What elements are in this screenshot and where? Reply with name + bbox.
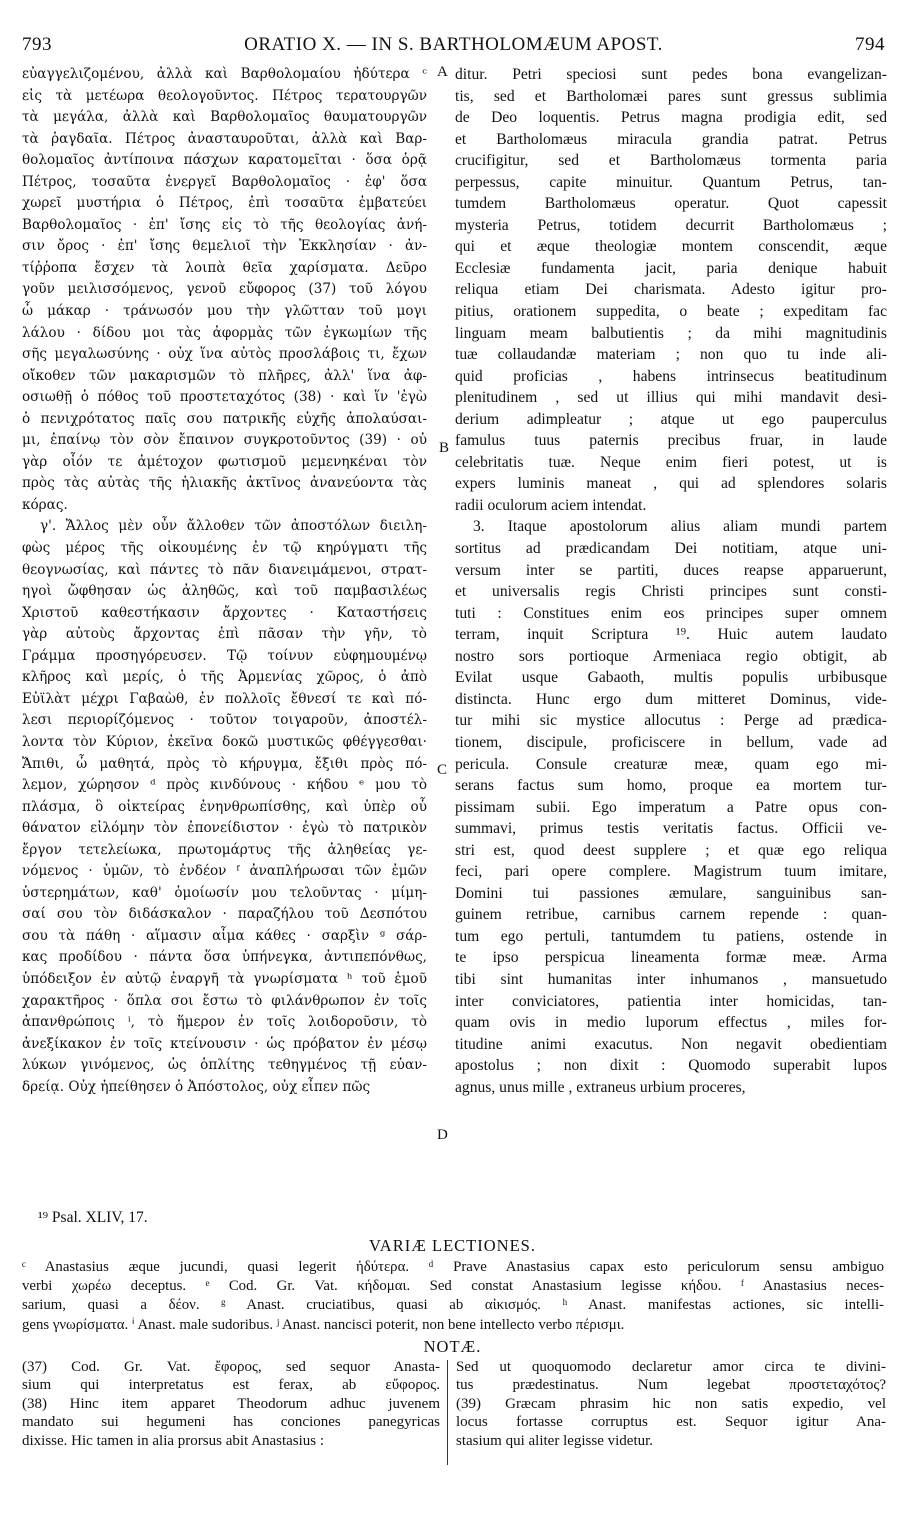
- text-line: sortitus ad prædicandam Dei notitiam, atque uni-: [455, 540, 887, 558]
- text-line: ἔργον τετελείωκα, πρωτομάρτυς τῆς ἀληθείας γε-: [22, 841, 427, 858]
- text-line: Sed ut quoquomodo declaretur amor circa te divini-: [456, 1359, 886, 1375]
- text-line: χωρεῖ μυστήρια ὁ Πέτρος, ἐπὶ τοσαῦτα ἐμβατεύει: [22, 195, 427, 212]
- text-line: Χριστοῦ καθεστήκασιν ἄρχοντες · Καταστήσεις: [22, 604, 427, 621]
- text-line: νόμενος · ὑμῶν, τὸ ἐνδέον ᶠ ἀναπλήρωσαι τῶν ἐμῶν: [22, 863, 427, 880]
- text-line: famulus tuus paternis precibus fruar, in laude: [455, 432, 887, 450]
- text-line: tur mihi sic mystice allocutus : Perge ad prædica-: [455, 712, 887, 730]
- text-line: de Deo loquentis. Petrus magna prodigia edit, sed: [455, 109, 887, 127]
- text-line: tis, sed et Bartholomæi pares sunt gressus sublimia: [455, 87, 887, 105]
- text-line: derium adimpleatur ; atque ut ego pauperculus: [455, 410, 887, 428]
- text-line: πλάσμα, ὃ οἰκτείρας ἐνηνθρωπίσθης, καὶ ὑπὲρ οὗ: [22, 798, 427, 815]
- text-line: λεμον, χώρησον ᵈ πρὸς κινδύνους · κήδου ᵉ μου τὸ: [22, 777, 427, 794]
- text-line: σῆς μεγαλωσύνης · οὐχ ἵνα αὐτὸς προσλάβοις τι, ἔχων: [22, 346, 427, 363]
- text-line: quam ovis in medio luporum effectus , miles for-: [455, 1014, 887, 1032]
- text-line: Domini tui passiones æmulare, sanguinibus san-: [455, 884, 887, 902]
- text-line: θολομαῖος ἀντίποινα πάσχων καρατομεῖται · ὅσα ὁρᾷ: [22, 152, 427, 169]
- text-line: tibi sint humanitas inter inhumanos , mansuetudo: [455, 970, 887, 988]
- text-line: plenitudinem , sed ut illius qui mihi mandavit desi-: [455, 389, 887, 407]
- text-line: feci, pari opere complere. Magistrum tuum imitare,: [455, 863, 887, 881]
- text-line: χαρακτῆρος · ὅπλα σοι ἔστω τὸ φιλάνθρωπον ἐν τοῖς: [22, 992, 427, 1009]
- text-line: expers luminis maneat , qui ad splendores solaris: [455, 475, 887, 493]
- text-line: verbi χωρέω deceptus. ᵉ Cod. Gr. Vat. κήδομαι. Sed constat Anastasium legisse κήδου. ᶠ Anastasius neces-: [22, 1278, 884, 1295]
- text-line: reliqua etiam Dei charismata. Adesto igitur pro-: [455, 281, 887, 299]
- text-line: serans factus sum homo, proque ea mortem tur-: [455, 777, 887, 795]
- text-line: Γράμμα προσηγόρευσεν. Τῷ τοίνυν εὐφημουμένῳ: [22, 647, 427, 664]
- text-line: tuti : Constitues enim eos principes super omnem: [455, 604, 887, 622]
- text-line: ὁ πενιχρότατος παῖς σου πατρικῆς εὐχῆς ἀπολαύσαι-: [22, 410, 427, 427]
- text-line: (38) Hinc item apparet Theodorum adhuc juvenem: [22, 1395, 440, 1412]
- text-line: inter conviciatores, patientia inter homicidas, tan-: [455, 992, 887, 1010]
- text-line: distincta. Hunc ergo dum mitteret Dominus, vide-: [455, 690, 887, 708]
- text-line: stasium qui aliter legisse videtur.: [456, 1432, 654, 1449]
- notae-title: NOTÆ.: [423, 1337, 482, 1356]
- text-line: Evilat usque Gabaoth, multis populis urbibusque: [455, 669, 887, 687]
- text-line: terram, inquit Scriptura ¹⁹. Huic autem laudato: [455, 626, 887, 644]
- text-line: summavi, primus testis veritatis factus. Officii ve-: [455, 820, 887, 838]
- text-line: titudine animi exacutus. Non negavit obedientiam: [455, 1035, 887, 1053]
- text-line: γ'. Ἄλλος μὲν οὖν ἄλλοθεν τῶν ἀποστόλων διειλη-: [40, 518, 427, 535]
- text-line: Εὐϊλὰτ μέχρι Γαβαὼθ, ἐν πολλοῖς ἔθνεσί τε καὶ πό-: [22, 690, 427, 707]
- text-line: apostolus ; non dixit : Quomodo superabit lupos: [455, 1057, 887, 1075]
- text-line: gens γνωρίσματα. ⁱ Anast. male sudoribus. ʲ Anast. nancisci poterit, non bene intellecto verbo πέρισμι.: [22, 1316, 625, 1333]
- text-line: τίῤῥοπα ἔσχεν τὰ λοιπὰ θεῖα χαρίσματα. Δεῦρο: [22, 259, 427, 276]
- text-line: σου τὰ πάθη · αἵμασιν αἷμα κάθες · σαρξὶν ᵍ σάρ-: [22, 927, 427, 944]
- text-line: Ecclesiæ fundamenta jacit, paria denique habuit: [455, 259, 887, 277]
- text-line: perpessus, capite minuitur. Quantum Petrus, tan-: [455, 173, 887, 191]
- notae-right-column: [456, 1358, 886, 1450]
- text-line: σαί σου τὸν διδάσκαλον · παραζήλου τοῦ Δεσπότου: [22, 906, 427, 923]
- text-line: sarium, quasi a δέον. ᵍ Anast. cruciatibus, quasi ab αἰκισμός. ʰ Anast. manifestas actiones, sic intelli-: [22, 1297, 884, 1314]
- text-line: Ἄπιθι, ὦ μαθητά, πρὸς τὸ κήρυγμα, ἔξιθι πρὸς πό-: [22, 755, 427, 772]
- text-line: οσιωθῇ ὁ πόθος τοῦ προστεταχότος (38) · καὶ ἵν 'ἐγὼ: [22, 389, 427, 406]
- text-line: κλῆρος καὶ μερίς, ὁ τῆς Ἀρμενίας χῶρος, ὁ ἀπὸ: [22, 669, 427, 686]
- text-line: κας προδίδου · πάντα ὅσα ὑπήνεγκα, ἀντιπεπόνθως,: [22, 949, 427, 966]
- text-line: ὑστερημάτων, καθ' ὁμοίωσίν μου τελοῦντας · μίμη-: [22, 884, 427, 901]
- text-line: pericula. Consule creaturæ meæ, quam ego mi-: [455, 755, 887, 773]
- text-line: quid proficias , habens intrinsecus beatitudinum: [455, 367, 887, 385]
- text-line: γὰρ οἷόν τε ἀμέτοχον φωτισμοῦ μεμενηκέναι τὸν: [22, 453, 427, 470]
- text-line: et Bartholomæus miracula grandia patrat. Petrus: [455, 130, 887, 148]
- text-line: δρείᾳ. Οὐχ ἠπείθησεν ὁ Ἀπόστολος, οὐχ εἶπεν πῶς: [22, 1078, 371, 1095]
- text-line: radii oculorum aciem intendat.: [455, 496, 647, 514]
- text-line: ὑπόδειξον ἐν αὐτῷ ἐναργῆ τὰ γνωρίσματα ʰ τοῦ ἐμοῦ: [22, 970, 427, 987]
- variae-lectiones: [22, 1258, 884, 1335]
- text-line: guinem retribue, carnibus carnem repende : quan-: [455, 906, 887, 924]
- text-line: qui et æque theologiæ montem conscendit, æque: [455, 238, 887, 256]
- text-line: dixisse. Hic tamen in alia prorsus abit Anastasius :: [22, 1432, 325, 1449]
- text-line: pissimam subii. Ego imperatum a Patre opus con-: [455, 798, 887, 816]
- margin-letter-c: C: [437, 762, 448, 778]
- greek-column: [22, 64, 427, 1098]
- text-line: κόρας.: [22, 496, 68, 513]
- text-line: linguam meam balbutientis ; da mihi magnitudinis: [455, 324, 887, 342]
- text-line: γοῦν μειλισσόμενος, γενοῦ εὔφορος (37) τοῦ λόγου: [22, 281, 427, 298]
- text-line: εἰς τὰ μετέωρα θεολογοῦντος. Πέτρος τερατουργῶν: [22, 87, 427, 104]
- text-line: σιν ὄρος · ἐπ' ἴσης θεμελιοῖ τὴν Ἐκκλησίαν · ἀν-: [22, 238, 427, 255]
- variae-title: VARIÆ LECTIONES.: [369, 1236, 536, 1255]
- text-line: λύκων γινόμενος, ὡς ὁπλίτης τεθηγμένος τῇ εὐαν-: [22, 1057, 427, 1074]
- margin-letter-a: A: [437, 64, 448, 80]
- text-line: μι, ἐπαίνῳ τὸν σὸν ἔπαινον συγκροτοῦντος (39) · οὐ: [22, 432, 427, 449]
- text-line: (39) Græcam phrasim hic non satis expedio, vel: [456, 1395, 886, 1412]
- text-line: pitius, orationem suppedita, o beate ; expeditam fac: [455, 303, 887, 321]
- text-line: γὰρ αὐτοὺς ἄρχοντας ἐπὶ πᾶσαν τὴν γῆν, τὸ: [22, 626, 427, 643]
- text-line: nostro sors portioque Armeniaca regio obtigit, ab: [455, 647, 887, 665]
- text-line: θεογνωσίας, καὶ πάντες τὸ πᾶν διανειμάμενοι, στρατ-: [22, 561, 427, 578]
- text-line: stri est, quod deest supplere ; et quæ ego reliqua: [455, 841, 887, 859]
- text-line: (37) Cod. Gr. Vat. ἔφορος, sed sequor Anasta-: [22, 1359, 440, 1375]
- running-title: ORATIO X. — IN S. BARTHOLOMÆUM APOST.: [244, 34, 663, 55]
- page-number-left: 793: [22, 34, 52, 55]
- text-line: tionem, discipule, proficiscere in bellum, vade ad: [455, 733, 887, 751]
- text-line: tus prædestinatus. Num legebat προστεταχότος?: [456, 1377, 886, 1394]
- text-line: Βαρθολομαῖος · ἐπ' ἴσης εἰς τὸ τῆς θεολογίας ἀνή-: [22, 216, 427, 233]
- text-line: tumdem Bartholomæus operatur. Quot capessit: [455, 195, 887, 213]
- text-line: te ipso perspicua lineamenta formæ meæ. Arma: [455, 949, 887, 967]
- text-line: φὼς μέρος τῆς οἰκουμένης ἐν τῷ κηρύγματι τῆς: [22, 540, 427, 557]
- margin-letter-d: D: [437, 1127, 448, 1143]
- text-line: mysteria Petrus, totidem decurrit Bartholomæus ;: [455, 216, 887, 234]
- text-line: locus fortasse corruptus est. Sequor igitur Ana-: [456, 1414, 886, 1431]
- notae-left-column: [22, 1358, 440, 1450]
- text-line: ὦ μάκαρ · τράνωσόν μου τὴν γλῶτταν τοῦ μογι: [22, 303, 427, 320]
- text-line: agnus, unus mille , extraneus urbium proceres,: [455, 1078, 746, 1096]
- text-line: versum inter se partiti, duces reapse apparuerunt,: [455, 561, 887, 579]
- text-line: crucifigitur, sed et Bartholomæus tormenta paria: [455, 152, 887, 170]
- text-line: ᶜ Anastasius æque jucundi, quasi legerit ἡδύτερα. ᵈ Prave Anastasius capax esto periculorum sensu ambiguo: [22, 1259, 884, 1275]
- text-line: ἀνεξίκακον ἐν τοῖς κτείνουσιν · ὡς πρόβατον ἐν μέσῳ: [22, 1035, 427, 1052]
- text-line: εὐαγγελιζομένου, ἀλλὰ καὶ Βαρθολομαίου ἠδύτερα ᶜ: [22, 66, 427, 82]
- text-line: Πέτρος, τοσαῦτα ἐνεργεῖ Βαρθολομαῖος · ἐφ' ὅσα: [22, 173, 427, 190]
- text-line: mandato sui hegumeni has conciones panegyricas: [22, 1414, 440, 1431]
- text-line: ditur. Petri speciosi sunt pedes bona evangelizan-: [455, 66, 887, 83]
- running-header: [22, 34, 885, 60]
- text-line: θάνατον εἱλόμην τὸν ἐπονείδιστον · ἐγὼ τὸ πατρικὸν: [22, 820, 427, 837]
- text-line: celebritatis tuæ. Neque enim fieri potest, ut is: [455, 453, 887, 471]
- page-number-right: 794: [855, 34, 885, 55]
- latin-column: [455, 64, 887, 1098]
- text-line: τὰ μεγάλα, ἀλλὰ καὶ Βαρθολομαῖος θαυματουργῶν: [22, 109, 427, 126]
- text-line: et universalis regis Christi principes sunt consti-: [455, 583, 887, 601]
- text-line: sium qui interpretatus est ferax, ab εὔφορος.: [22, 1377, 440, 1394]
- text-line: λάλου · δίδου μοι τὰς ἀφορμὰς τῶν ἐγκωμίων τῆς: [22, 324, 427, 341]
- text-line: λοντα τὸν Κύριον, ἐκεῖνα δοκῶ μυστικῶς φθέγγεσθαι·: [22, 733, 427, 750]
- text-line: λεσι περιορίζόμενος · τοῦτον τοιγαροῦν, ἀποστέλ-: [22, 712, 427, 729]
- text-line: πρὸς τὰς αὐτὰς τῆς ἡλιακῆς ἀκτῖνος ἀνανεύοντα τὰς: [22, 475, 427, 492]
- text-line: οἴκοθεν τῶν μακαρισμῶν τὸ πλῆρες, ἀλλ' ἵνα ἀφ-: [22, 367, 427, 384]
- text-line: τὰ ῥαγδαῖα. Πέτρος ἀνασταυροῦται, ἀλλὰ καὶ Βαρ-: [22, 130, 427, 147]
- text-line: tuæ collaudandæ materiam ; non quo tu inde ali-: [455, 346, 887, 364]
- text-line: ἀπανθρώποις ⁱ, τὸ ἥμερον ἐν τοῖς λοιδοροῦσιν, τὸ: [22, 1014, 427, 1031]
- margin-letter-b: B: [439, 440, 450, 456]
- text-line: tum ego pertuli, tantumdem tu patiens, ostende in: [455, 927, 887, 945]
- text-line: 3. Itaque apostolorum alius aliam mundi partem: [473, 518, 887, 536]
- text-line: ηγοὶ ὤφθησαν ὡς ἀληθῶς, καὶ τοῦ παμβασιλέως: [22, 583, 427, 600]
- column-divider: [447, 1360, 448, 1465]
- footnote: ¹⁹ Psal. XLIV, 17.: [38, 1209, 148, 1226]
